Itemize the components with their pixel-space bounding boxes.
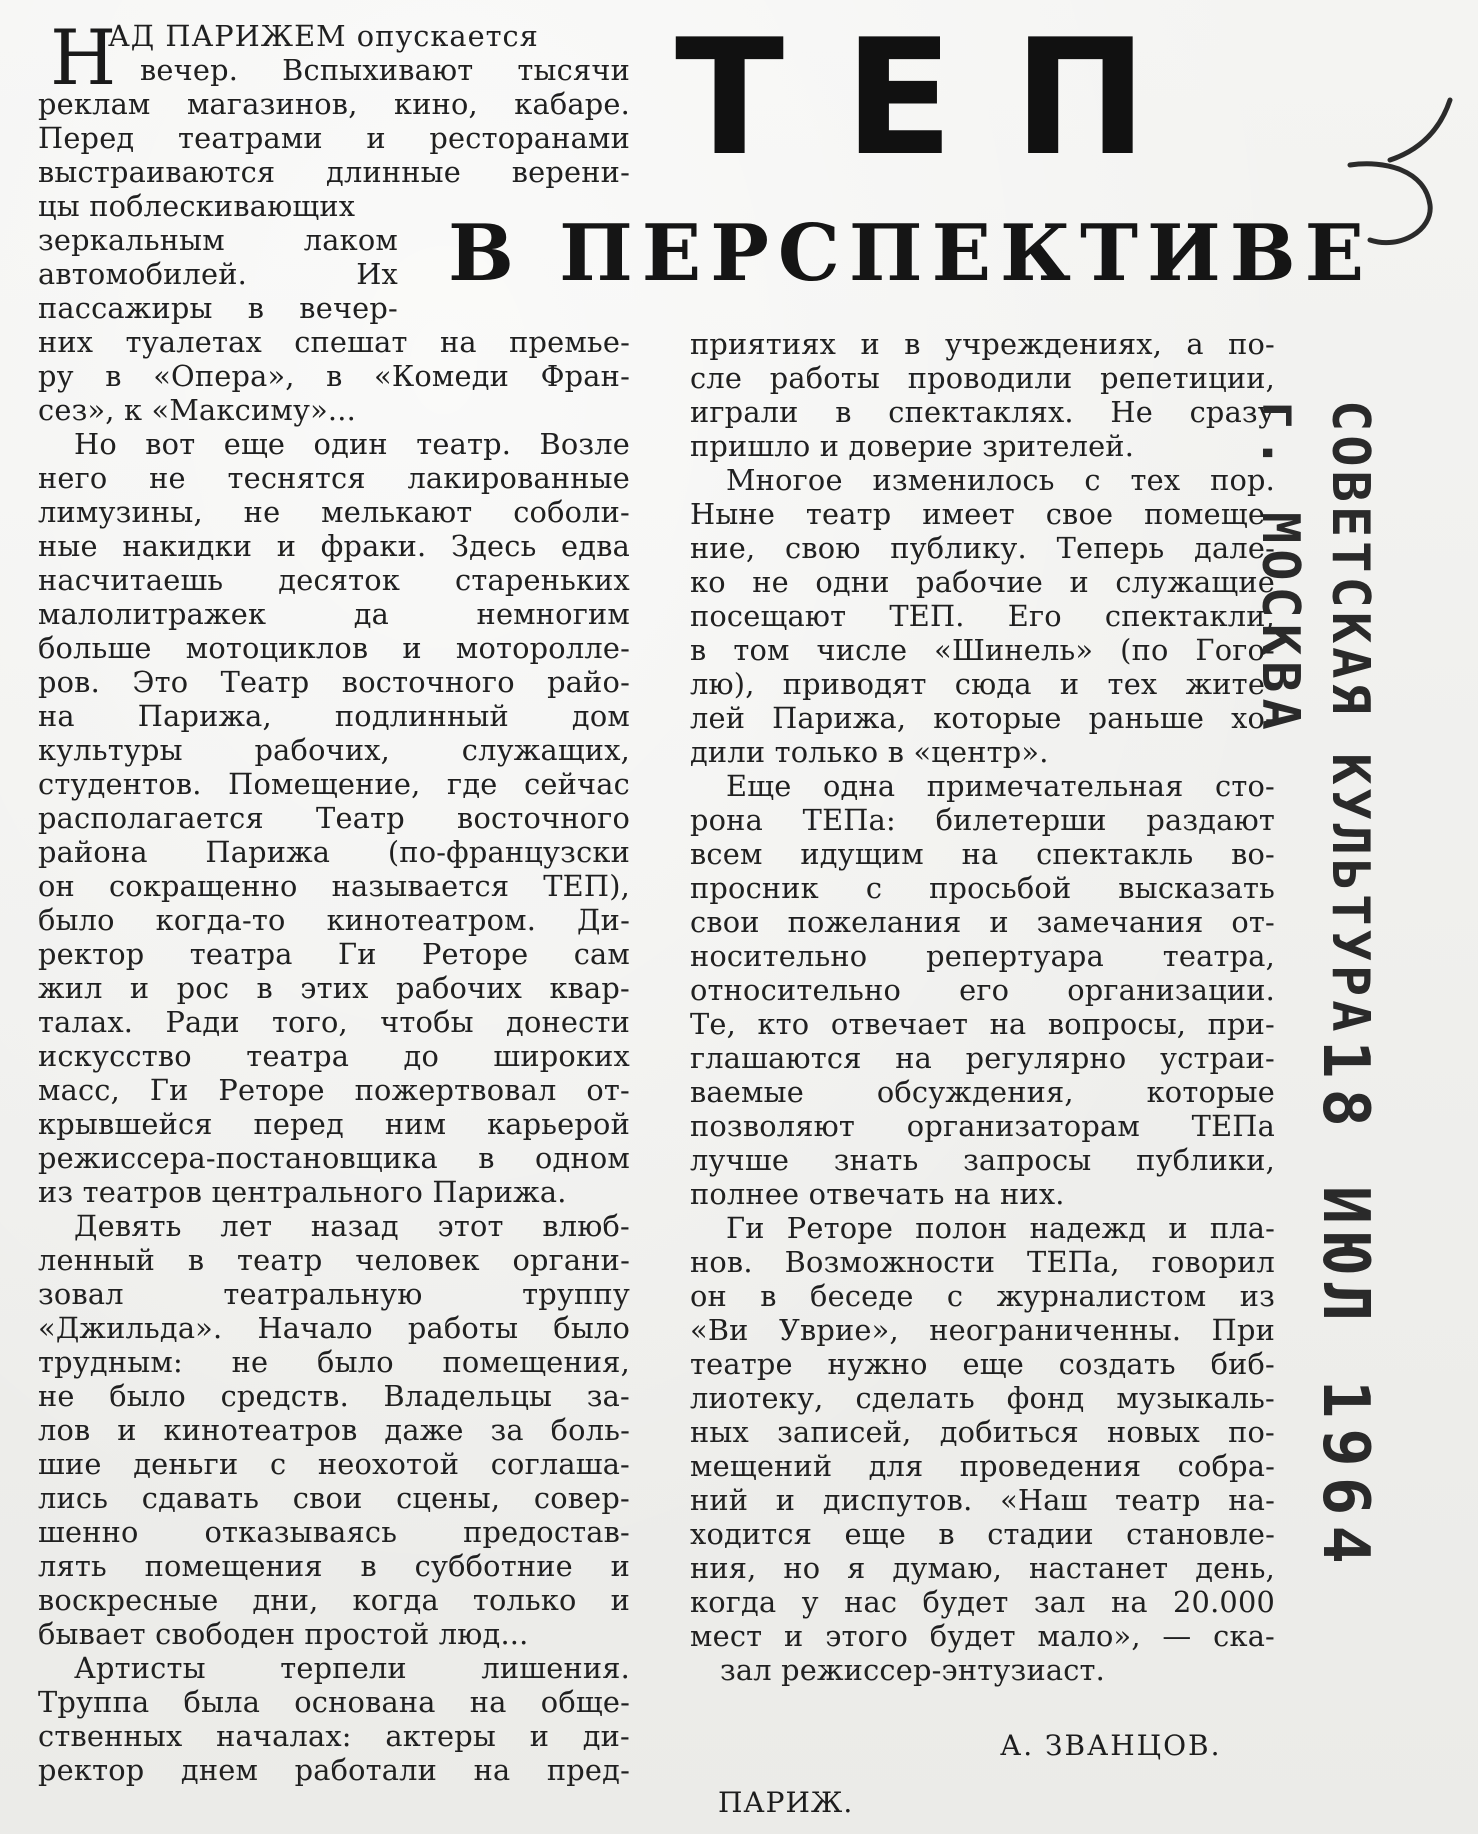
column-2-line: Ги Реторе полон надежд и пла- [726,1211,1275,1245]
column-1-line: автомобилей. Их [38,257,398,291]
column-1-line: Артисты терпели лишения. [74,1651,630,1685]
column-1-line: пассажиры в вечер- [38,291,398,325]
column-2-line: ко не одни рабочие и служащие [690,565,1275,599]
column-2-line: он в беседе с журналистом из [690,1279,1275,1313]
column-1-line: на Парижа, подлинный дом [38,699,630,733]
column-1-line: района Парижа (по-французски [38,835,630,869]
column-1-line: лимузины, не мелькают соболи- [38,495,630,529]
headline-main: ТЕП [675,4,1208,191]
column-1-line: располагается Театр восточного [38,801,630,835]
stamp-newspaper-name: СОВЕТСКАЯ КУЛЬТУРА [1320,400,1380,1036]
column-1-line: культуры рабочих, служащих, [38,733,630,767]
column-2-line: лей Парижа, которые раньше хо- [690,701,1275,735]
column-1-line: реклам магазинов, кино, кабаре. [38,87,630,121]
column-1-line: насчитаешь десяток стареньких [38,563,630,597]
column-1-line: выстраиваются длинные верени- [38,155,630,189]
column-1-line: из театров центрального Парижа. [38,1175,567,1209]
column-1-line: «Джильда». Начало работы было [38,1311,630,1345]
column-1-line: режиссера-постановщика в одном [38,1141,630,1175]
column-2-line: приятиях и в учреждениях, а по- [690,327,1275,361]
column-2-line: нов. Возможности ТЕПа, говорил [690,1245,1275,1279]
column-2-line: лиотеку, сделать фонд музыкаль- [690,1381,1275,1415]
column-1-line: ные накидки и фраки. Здесь едва [38,529,630,563]
column-2-line: лю), приводят сюда и тех жите- [690,667,1275,701]
author-signature: А. ЗВАНЦОВ. [1000,1729,1222,1762]
column-2-line: глашаются на регулярно устраи- [690,1041,1275,1075]
column-2-line: свои пожелания и замечания от- [690,905,1275,939]
column-1-line: ров. Это Театр восточного райо- [38,665,630,699]
column-1-line: лять помещения в субботние и [38,1549,630,1583]
column-2-line: зал режиссер-энтузиаст. [720,1653,1106,1687]
column-1-line: больше мотоциклов и мотороллe- [38,631,630,665]
lead-first-line: АД ПАРИЖЕМ опускается [108,19,539,53]
column-1-line: лов и кинотеатров даже за боль- [38,1413,630,1447]
column-2-line: Те, кто отвечает на вопросы, при- [690,1007,1275,1041]
column-2-line: позволяют организаторам ТЕПа [690,1109,1275,1143]
column-1-line: не было средств. Владельцы за- [38,1379,630,1413]
column-1-line: воскресные дни, когда только и [38,1583,630,1617]
column-1-line: шенно отказываясь предостав- [38,1515,630,1549]
column-2-line: носительно репертуара театра, [690,939,1275,973]
column-1-line: он сокращенно называется ТЕП), [38,869,630,903]
stamp-city: г. МОСКВА [1250,400,1310,736]
column-2-line: играли в спектаклях. Не сразу [690,395,1275,429]
column-2-line: всем идущим на спектакль во- [690,837,1275,871]
column-1-line: ру в «Опера», в «Комеди Фран- [38,359,630,393]
stamp-date: 18 ИЮЛ 1964 [1308,1040,1382,1574]
column-1-line: талах. Ради того, чтобы донести [38,1005,630,1039]
column-1-line: цы поблескивающих [38,189,356,223]
column-1-line: лись сдавать свои сцены, совер- [38,1481,630,1515]
column-2-line: в том числе «Шинель» (по Гого- [690,633,1275,667]
column-2-line: Многое изменилось с тех пор. [726,463,1275,497]
column-1-line: сез», к «Максиму»... [38,393,356,427]
column-1-line: Девять лет назад этот влюб- [74,1209,630,1243]
column-1-line: ректор театра Ги Реторе сам [38,937,630,971]
column-2-line: театре нужно еще создать биб- [690,1347,1275,1381]
column-2-line: относительно его организации. [690,973,1275,1007]
column-1-line: трудным: не было помещения, [38,1345,630,1379]
column-2-line: пришло и доверие зрителей. [690,429,1135,463]
column-1-line: шие деньги с неохотой соглаша- [38,1447,630,1481]
column-2-line: Ныне театр имеет свое помеще- [690,497,1275,531]
column-1-line: масс, Ги Реторе пожертвовал от- [38,1073,630,1107]
column-2-line: ние, свою публику. Теперь дале- [690,531,1275,565]
column-1-line: ректор днем работали на пред- [38,1753,630,1787]
column-1-line: жил и рос в этих рабочих квар- [38,971,630,1005]
column-1-line: ственных началах: актеры и ди- [38,1719,630,1753]
column-1-line: них туалетах спешат на премье- [38,325,630,359]
column-2-line: просник с просьбой высказать [690,871,1275,905]
column-1-line: малолитражек да немногим [38,597,630,631]
column-1-line: Перед театрами и ресторанами [38,121,630,155]
column-2-line: ния, но я думаю, настанет день, [690,1551,1275,1585]
column-1-line: Труппа была основана на обще- [38,1685,630,1719]
column-2-line: рона ТЕПа: билетерши раздают [690,803,1275,837]
column-2-line: дили только в «центр». [690,735,1049,769]
column-1-line: искусство театра до широких [38,1039,630,1073]
column-2-line: сле работы проводили репетиции, [690,361,1275,395]
handwritten-mark-text: 5 [1336,195,1342,204]
column-2-line: полнее отвечать на них. [690,1177,1065,1211]
column-1-line: зовал театральную труппу [38,1277,630,1311]
column-2-line: лучше знать запросы публики, [690,1143,1275,1177]
drop-cap: Н [50,13,117,102]
newspaper-stamp [1250,400,1382,1574]
column-2-line: мещений для проведения собра- [690,1449,1275,1483]
article-dateline: ПАРИЖ. [718,1786,854,1819]
column-2-line: мест и этого будет мало», — ска- [690,1619,1275,1653]
column-1-line: крывшейся перед ним карьерой [38,1107,630,1141]
column-1-line: студентов. Помещение, где сейчас [38,767,630,801]
column-1-line: бывает свободен простой люд... [38,1617,529,1651]
column-1-line: ленный в театр человек органи- [38,1243,630,1277]
column-2-line: ных записей, добиться новых по- [690,1415,1275,1449]
column-1-line: зеркальным лаком [38,223,398,257]
column-1-line: было когда-то кинотеатром. Ди- [38,903,630,937]
column-2-line: «Ви Уврие», неограниченны. При [690,1313,1275,1347]
column-2-line: ходится еще в стадии становле- [690,1517,1275,1551]
column-2-line: Еще одна примечательная сто- [726,769,1275,803]
handwritten-mark-icon [1330,90,1470,260]
column-2-line: когда у нас будет зал на 20.000 [690,1585,1275,1619]
column-2-line: ваемые обсуждения, которые [690,1075,1275,1109]
column-1-line: него не теснятся лакированные [38,461,630,495]
column-2-line: посещают ТЕП. Его спектакли, [690,599,1275,633]
column-2-line: ний и диспутов. «Наш театр на- [690,1483,1275,1517]
column-1-line: Но вот еще один театр. Возле [74,427,630,461]
headline-subtitle: В ПЕРСПЕКТИВЕ [448,208,1374,299]
column-1-line: вечер. Вспыхивают тысячи [140,53,630,87]
